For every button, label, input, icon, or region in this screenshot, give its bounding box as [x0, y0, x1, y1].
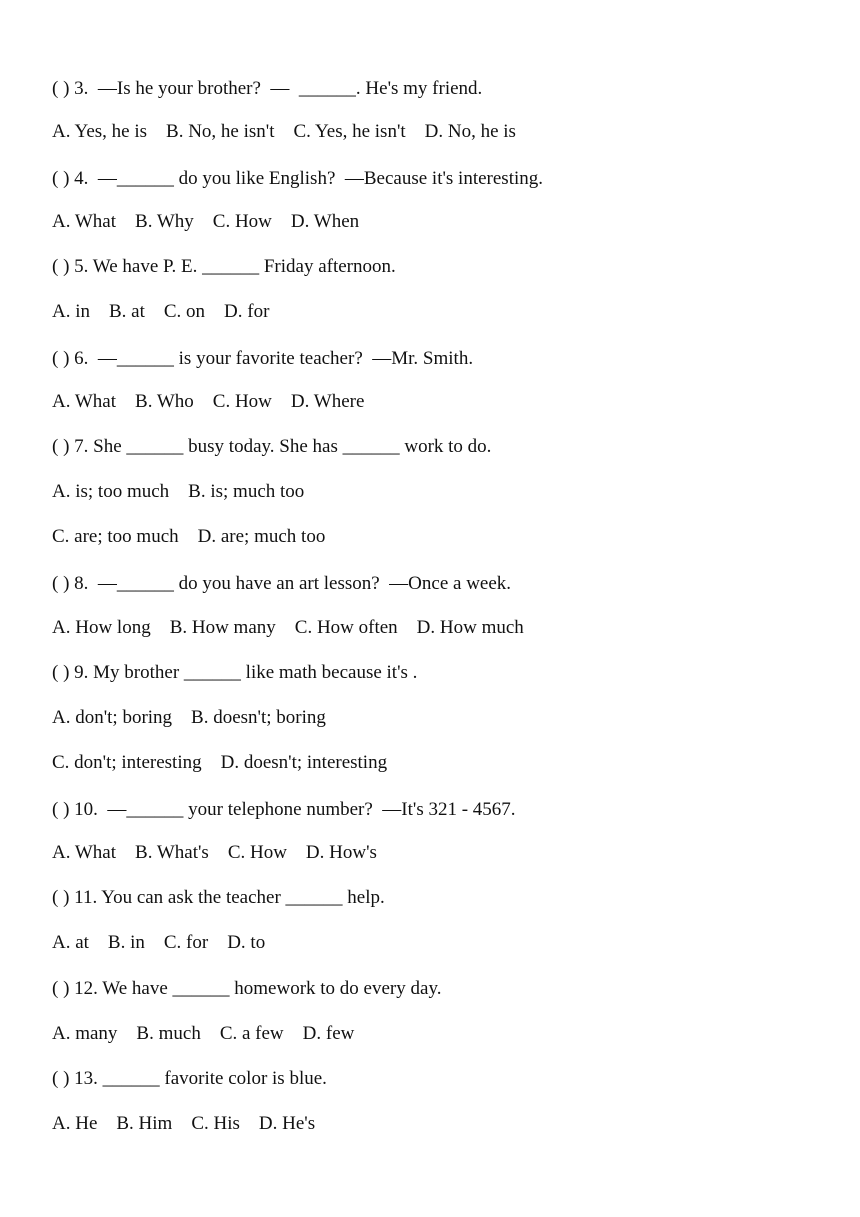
question-3-stem: ( ) 3. —Is he your brother? — ______. He's my friend. [52, 78, 483, 99]
question-6-options: A. What B. Who C. How D. Where [52, 391, 365, 412]
question-13-options: A. He B. Him C. His D. He's [52, 1113, 316, 1134]
question-7-options-2: C. are; too much D. are; much too [52, 526, 326, 547]
question-8-stem: ( ) 8. —______ do you have an art lesson? —Once a week. [52, 573, 512, 594]
question-12-stem: ( ) 12. We have ______ homework to do every day. [52, 978, 442, 999]
question-7-stem: ( ) 7. She ______ busy today. She has ______ work to do. [52, 436, 492, 457]
question-10-options: A. What B. What's C. How D. How's [52, 842, 377, 863]
question-10-stem: ( ) 10. —______ your telephone number? —It's 321 - 4567. [52, 799, 516, 820]
question-9-options-1: A. don't; boring B. doesn't; boring [52, 707, 326, 728]
question-11-stem: ( ) 11. You can ask the teacher ______ help. [52, 887, 385, 908]
question-12-options: A. many B. much C. a few D. few [52, 1023, 355, 1044]
question-4-stem: ( ) 4. —______ do you like English? —Because it's interesting. [52, 168, 544, 189]
question-9-options-2: C. don't; interesting D. doesn't; interesting [52, 752, 388, 773]
question-8-options: A. How long B. How many C. How often D. How much [52, 617, 524, 638]
question-5-stem: ( ) 5. We have P. E. ______ Friday afternoon. [52, 256, 396, 277]
question-4-options: A. What B. Why C. How D. When [52, 211, 360, 232]
question-6-stem: ( ) 6. —______ is your favorite teacher? —Mr. Smith. [52, 348, 474, 369]
question-3-options: A. Yes, he is B. No, he isn't C. Yes, he isn't D. No, he is [52, 121, 516, 142]
question-7-options-1: A. is; too much B. is; much too [52, 481, 305, 502]
question-13-stem: ( ) 13. ______ favorite color is blue. [52, 1068, 327, 1089]
question-9-stem: ( ) 9. My brother ______ like math because it's . [52, 662, 418, 683]
question-11-options: A. at B. in C. for D. to [52, 932, 266, 953]
question-5-options: A. in B. at C. on D. for [52, 301, 270, 322]
